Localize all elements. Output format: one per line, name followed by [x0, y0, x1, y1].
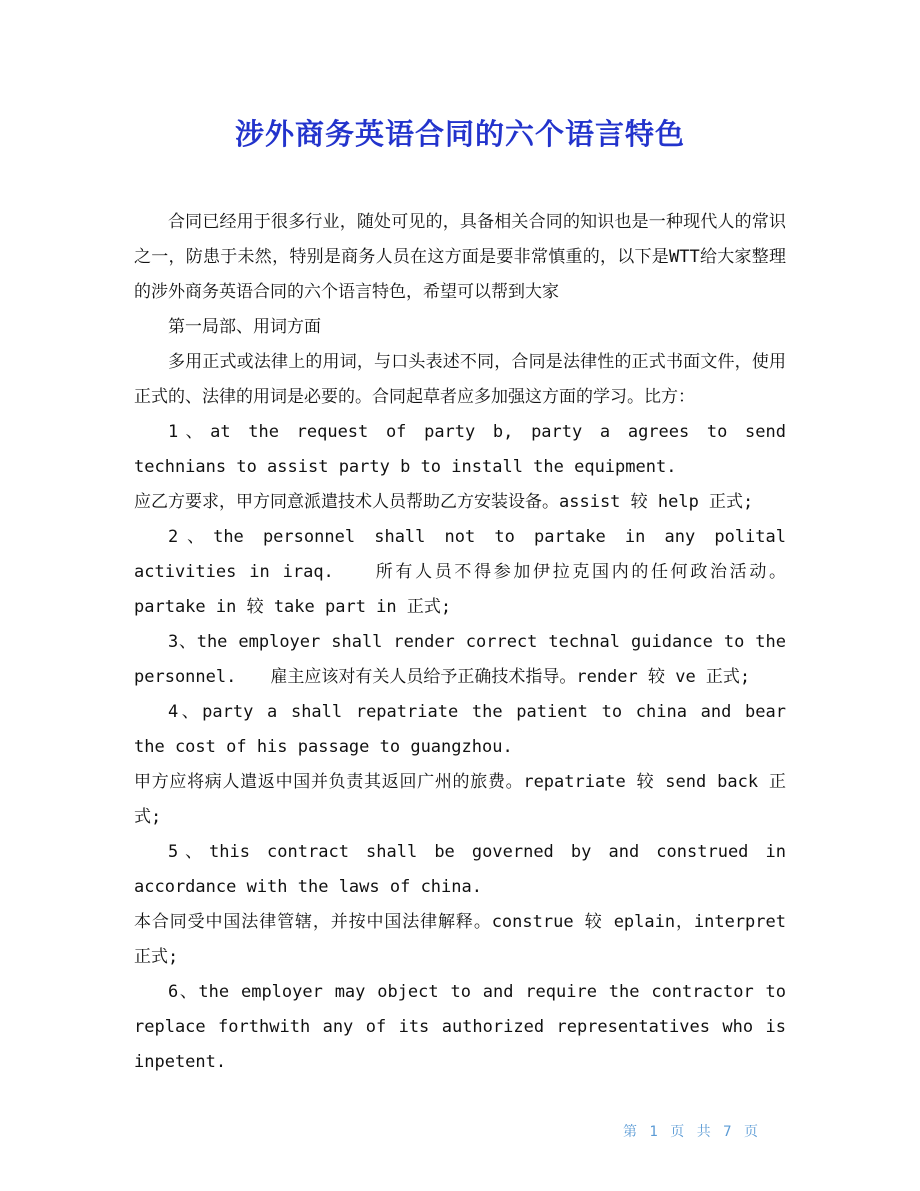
document-title: 涉外商务英语合同的六个语言特色	[234, 119, 685, 151]
paragraph: 应乙方要求，甲方同意派遣技术人员帮助乙方安装设备。assist 较 help 正式;	[134, 492, 754, 512]
paragraph: 合同已经用于很多行业，随处可见的，具备相关合同的知识也是一种现代人的常识之一，防患于未然，特别是商务人员在这方面是要非常慎重的，以下是WTT给大家整理的涉外商务英语合同的六个语言特色，希望可以帮到大家	[134, 212, 786, 302]
page-footer	[134, 1121, 760, 1141]
document-body	[134, 205, 786, 1080]
paragraph: 多用正式或法律上的用词，与口头表述不同，合同是法律性的正式书面文件，使用正式的、法律的用词是必要的。合同起草者应多加强这方面的学习。比方：	[134, 352, 786, 407]
paragraph: 3、the employer shall render correct technal guidance to the personnel. 雇主应该对有关人员给予正确技术指导。render 较 ve 正式;	[134, 632, 786, 687]
paragraph: 甲方应将病人遣返中国并负责其返回广州的旅费。repatriate 较 send back 正式;	[134, 772, 786, 827]
paragraph: 4、party a shall repatriate the patient to china and bear the cost of his passage to guangzhou.	[134, 702, 786, 757]
page-number-label: 第 1 页 共 7 页	[622, 1124, 760, 1140]
paragraph: 6、the employer may object to and require the contractor to replace forthwith any of its authorized representatives who is inpetent.	[134, 982, 786, 1072]
paragraph: 1、at the request of party b, party a agrees to send technians to assist party b to install the equipment.	[134, 422, 786, 477]
paragraph: 2、the personnel shall not to partake in any polital activities in iraq. 所有人员不得参加伊拉克国内的任何政治活动。partake in 较 take part in 正式;	[134, 527, 786, 617]
paragraph: 本合同受中国法律管辖，并按中国法律解释。construe 较 eplain，interpret 正式;	[134, 912, 786, 967]
paragraph: 5、this contract shall be governed by and construed in accordance with the laws of china.	[134, 842, 786, 897]
paragraph: 第一局部、用词方面	[168, 317, 321, 337]
